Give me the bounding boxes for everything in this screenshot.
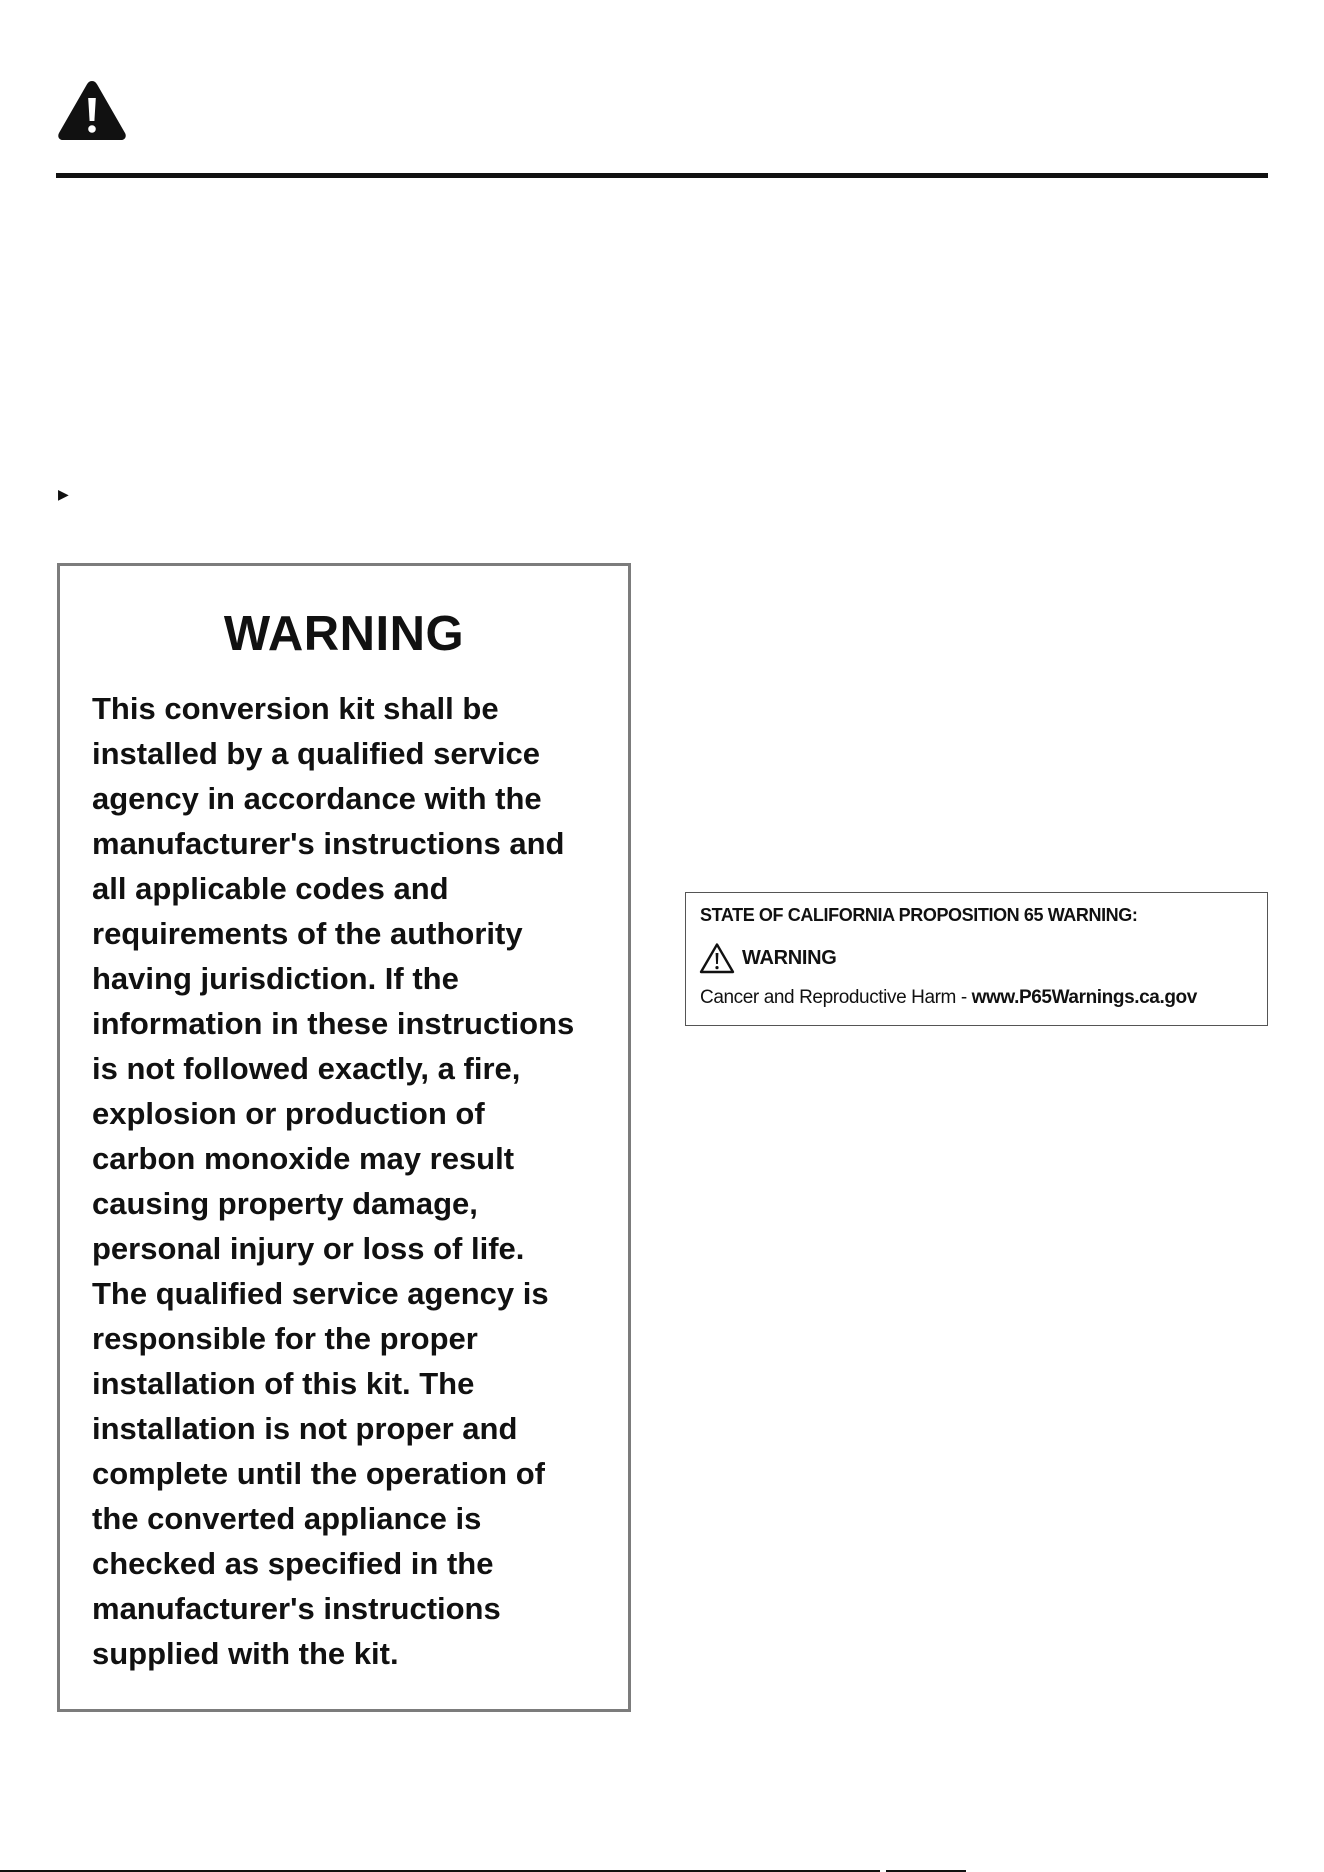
warning-line: all applicable codes and bbox=[92, 871, 449, 906]
prop65-warning-label: WARNING bbox=[742, 946, 837, 969]
warning-line: installed by a qualified service bbox=[92, 736, 540, 771]
prop65-text bbox=[700, 987, 1197, 1009]
warning-line: information in these instructions bbox=[92, 1006, 575, 1041]
header-divider bbox=[56, 173, 1268, 178]
warning-triangle-icon bbox=[56, 78, 128, 142]
prop65-link[interactable]: www.P65Warnings.ca.gov bbox=[971, 987, 1197, 1008]
warning-line: personal injury or loss of life. bbox=[92, 1231, 525, 1266]
warning-line: causing property damage, bbox=[92, 1186, 478, 1221]
prop65-warning-box bbox=[685, 892, 1268, 1026]
prop65-title: STATE OF CALIFORNIA PROPOSITION 65 WARNING: bbox=[700, 905, 1138, 925]
warning-line: explosion or production of bbox=[92, 1096, 485, 1131]
warning-line: complete until the operation of bbox=[92, 1456, 545, 1491]
triangle-right-bullet: ▶ bbox=[58, 486, 69, 502]
warning-line: responsible for the proper bbox=[92, 1321, 478, 1356]
warning-line: supplied with the kit. bbox=[92, 1636, 399, 1671]
warning-line: checked as specified in the bbox=[92, 1546, 494, 1581]
warning-box bbox=[57, 563, 631, 1712]
warning-line: installation of this kit. The bbox=[92, 1366, 475, 1401]
prop65-harm-text: Cancer and Reproductive Harm - bbox=[700, 987, 972, 1008]
warning-line: The qualified service agency is bbox=[92, 1276, 549, 1311]
warning-line: manufacturer's instructions bbox=[92, 1591, 501, 1626]
warning-line: installation is not proper and bbox=[92, 1411, 518, 1446]
warning-line: is not followed exactly, a fire, bbox=[92, 1051, 521, 1086]
warning-triangle-outline-icon bbox=[699, 942, 735, 974]
warning-line: agency in accordance with the bbox=[92, 781, 542, 816]
warning-line: manufacturer's instructions and bbox=[92, 826, 565, 861]
warning-line: carbon monoxide may result bbox=[92, 1141, 515, 1176]
warning-body bbox=[92, 686, 617, 1676]
warning-line: requirements of the authority bbox=[92, 916, 523, 951]
warning-heading: WARNING bbox=[223, 607, 465, 661]
warning-line: having jurisdiction. If the bbox=[92, 961, 459, 996]
warning-line: This conversion kit shall be bbox=[92, 691, 499, 726]
prop65-warning-row bbox=[699, 941, 837, 975]
warning-line: the converted appliance is bbox=[92, 1501, 482, 1536]
